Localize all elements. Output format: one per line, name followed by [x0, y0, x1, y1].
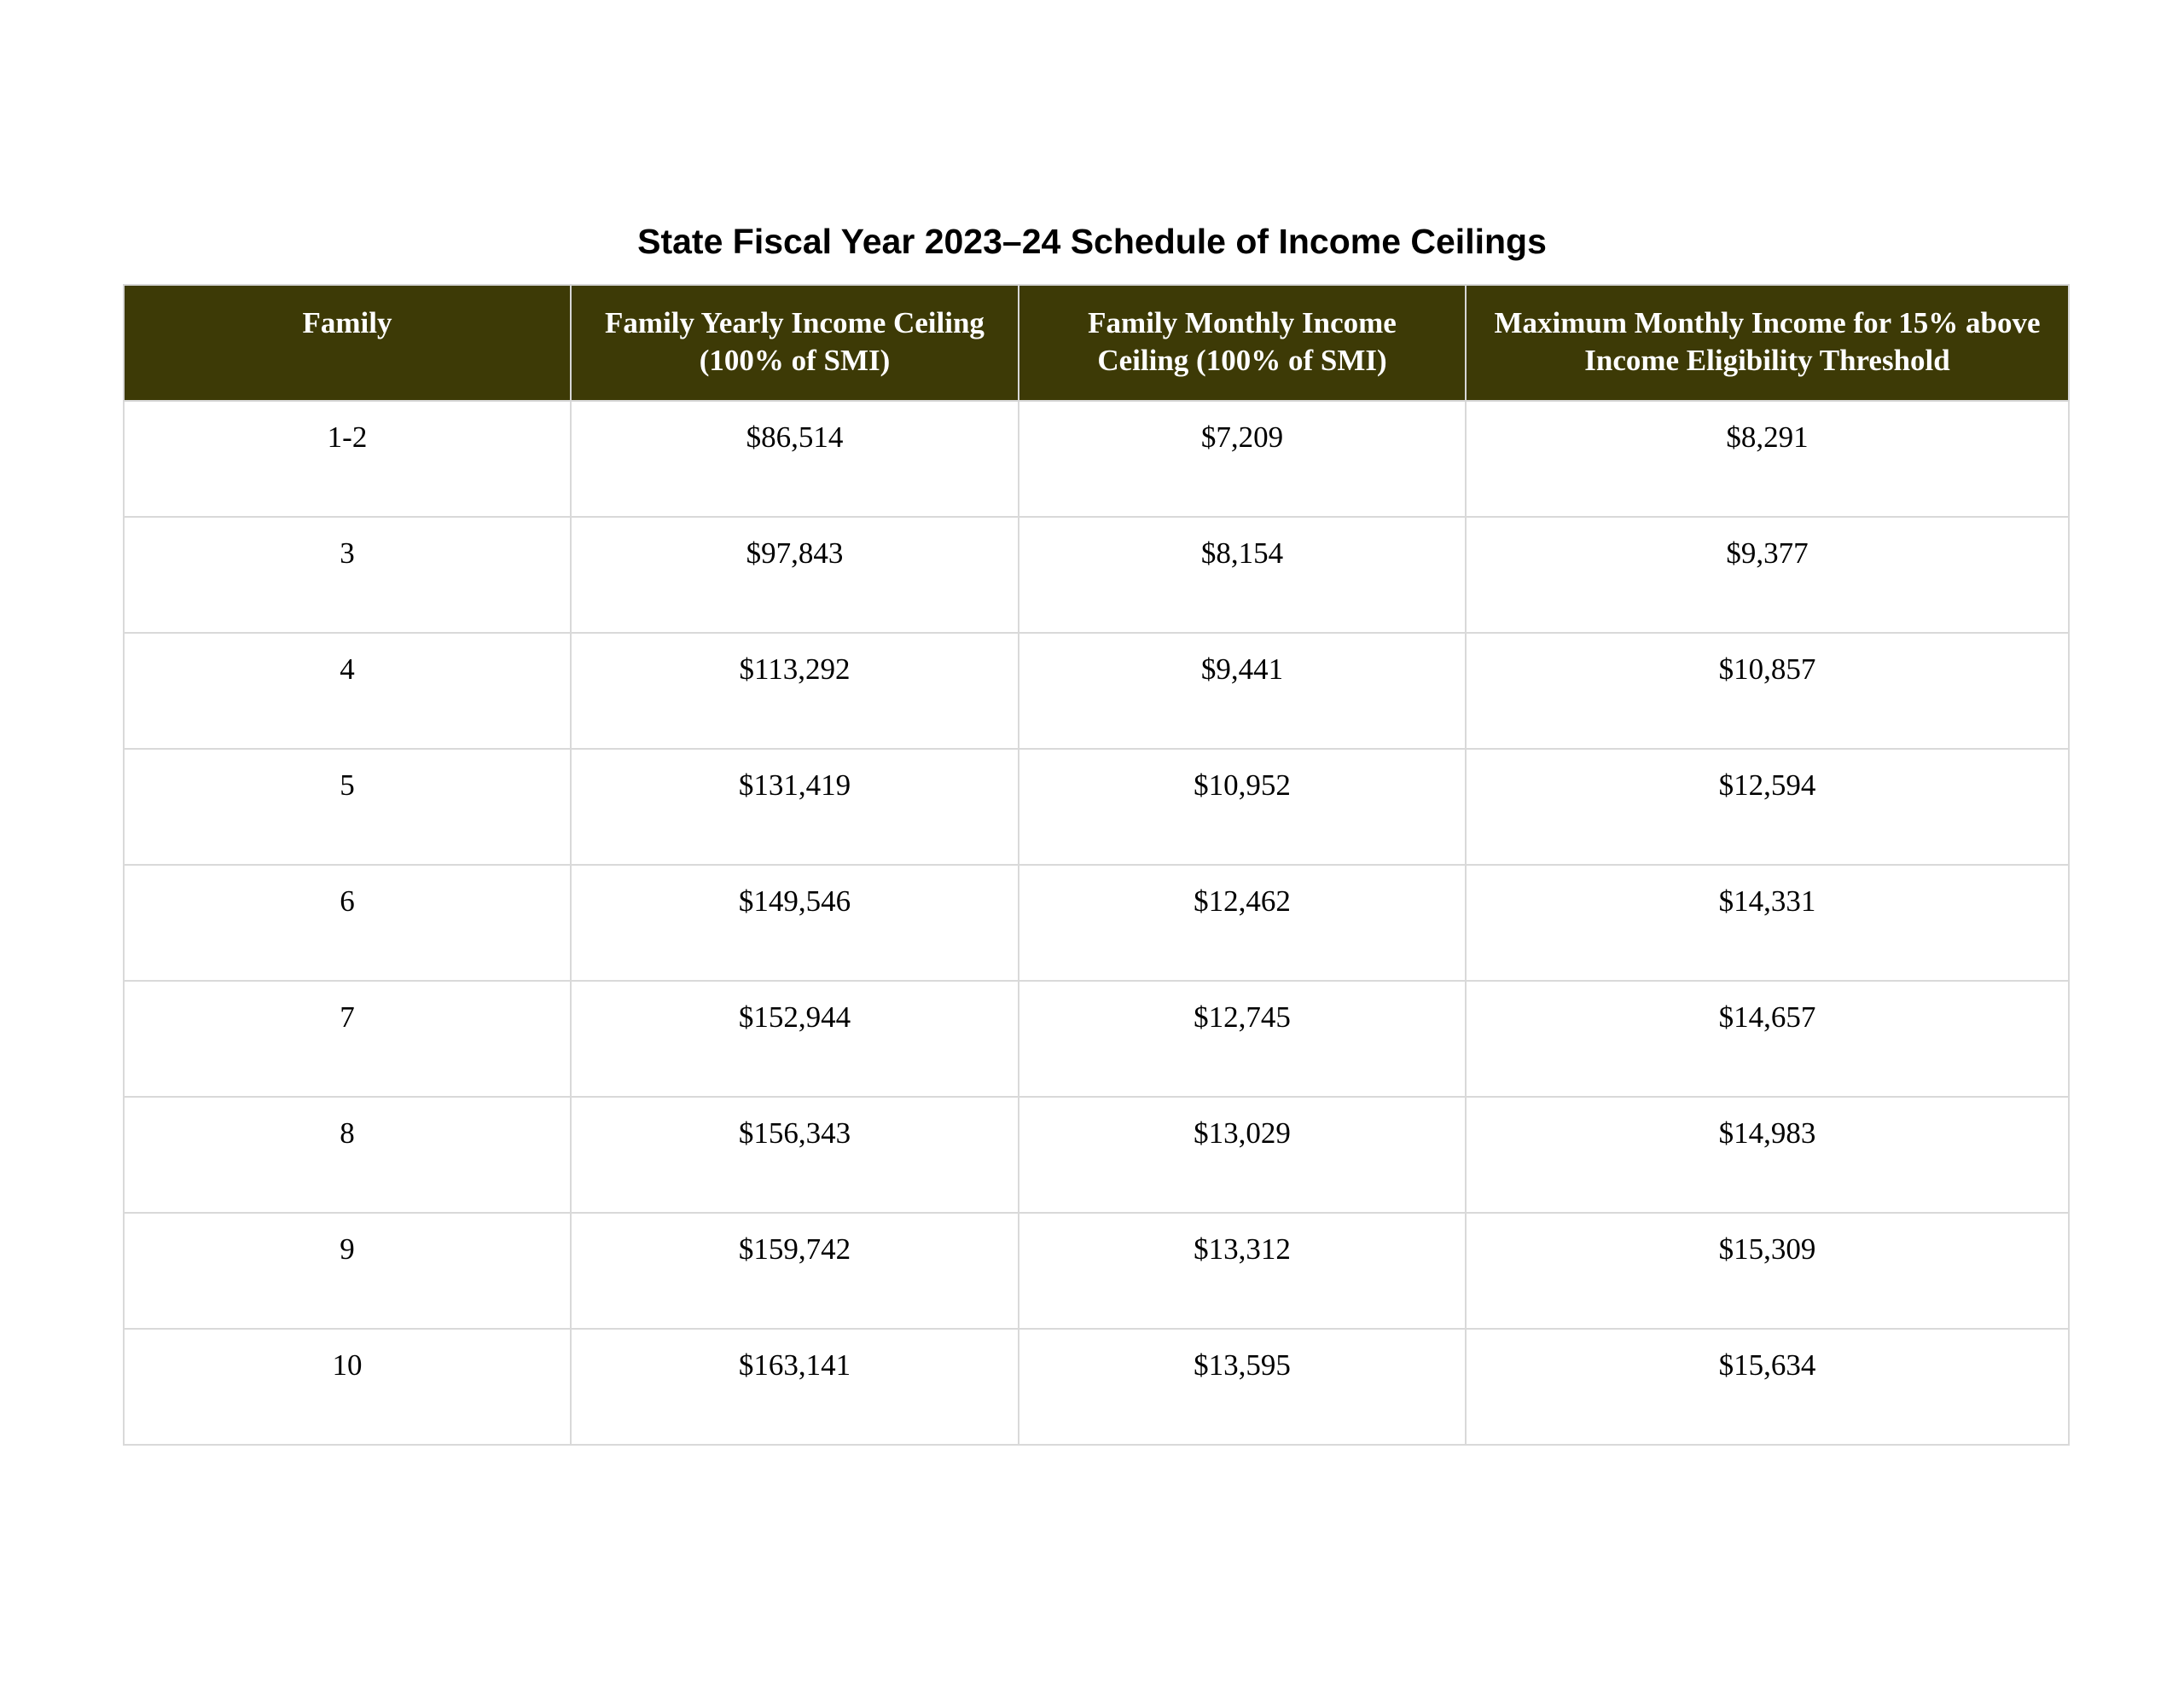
header-row: [124, 285, 2069, 401]
cell-monthly-ceiling: $7,209: [1019, 401, 1466, 517]
cell-family-size: 5: [124, 749, 571, 865]
cell-family-size: 1-2: [124, 401, 571, 517]
table-row: [124, 401, 2069, 517]
table-row: [124, 633, 2069, 749]
cell-family-size: 7: [124, 981, 571, 1097]
table-row: [124, 1329, 2069, 1445]
table-row: [124, 517, 2069, 633]
cell-monthly-ceiling: $13,312: [1019, 1213, 1466, 1329]
cell-yearly-ceiling: $149,546: [571, 865, 1019, 981]
column-header-max-monthly-15pct: Maximum Monthly Income for 15% above Income Eligibility Threshold: [1466, 285, 2069, 401]
cell-max-monthly: $12,594: [1466, 749, 2069, 865]
cell-family-size: 3: [124, 517, 571, 633]
cell-monthly-ceiling: $13,595: [1019, 1329, 1466, 1445]
cell-yearly-ceiling: $163,141: [571, 1329, 1019, 1445]
cell-yearly-ceiling: $86,514: [571, 401, 1019, 517]
cell-monthly-ceiling: $12,745: [1019, 981, 1466, 1097]
column-header-monthly-ceiling: Family Monthly Income Ceiling (100% of SMI): [1019, 285, 1466, 401]
cell-monthly-ceiling: $12,462: [1019, 865, 1466, 981]
column-header-yearly-ceiling: Family Yearly Income Ceiling (100% of SMI): [571, 285, 1019, 401]
cell-max-monthly: $15,634: [1466, 1329, 2069, 1445]
cell-max-monthly: $14,657: [1466, 981, 2069, 1097]
table-row: [124, 981, 2069, 1097]
cell-family-size: 9: [124, 1213, 571, 1329]
cell-monthly-ceiling: $10,952: [1019, 749, 1466, 865]
column-header-family: Family: [124, 285, 571, 401]
income-ceilings-table: [123, 284, 2070, 1446]
cell-yearly-ceiling: $156,343: [571, 1097, 1019, 1213]
table-row: [124, 749, 2069, 865]
table-row: [124, 865, 2069, 981]
cell-monthly-ceiling: $9,441: [1019, 633, 1466, 749]
cell-monthly-ceiling: $13,029: [1019, 1097, 1466, 1213]
table-title: State Fiscal Year 2023–24 Schedule of Income Ceilings: [637, 222, 1547, 261]
cell-family-size: 4: [124, 633, 571, 749]
cell-yearly-ceiling: $113,292: [571, 633, 1019, 749]
cell-family-size: 10: [124, 1329, 571, 1445]
table-row: [124, 1213, 2069, 1329]
cell-yearly-ceiling: $131,419: [571, 749, 1019, 865]
cell-max-monthly: $10,857: [1466, 633, 2069, 749]
cell-max-monthly: $14,331: [1466, 865, 2069, 981]
cell-yearly-ceiling: $159,742: [571, 1213, 1019, 1329]
cell-max-monthly: $15,309: [1466, 1213, 2069, 1329]
cell-max-monthly: $14,983: [1466, 1097, 2069, 1213]
cell-family-size: 8: [124, 1097, 571, 1213]
cell-family-size: 6: [124, 865, 571, 981]
cell-yearly-ceiling: $152,944: [571, 981, 1019, 1097]
cell-yearly-ceiling: $97,843: [571, 517, 1019, 633]
table-row: [124, 1097, 2069, 1213]
cell-monthly-ceiling: $8,154: [1019, 517, 1466, 633]
cell-max-monthly: $8,291: [1466, 401, 2069, 517]
cell-max-monthly: $9,377: [1466, 517, 2069, 633]
